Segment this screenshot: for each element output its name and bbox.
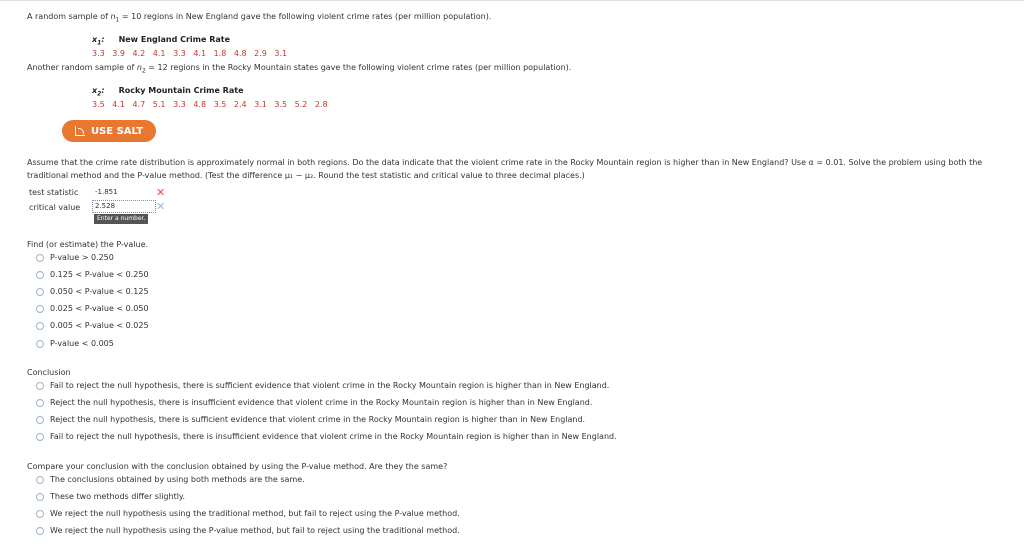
radio-icon[interactable] [36, 399, 44, 407]
pvalue-option-label: 0.005 < P-value < 0.025 [50, 321, 149, 330]
sample1-intro [27, 12, 491, 24]
conclusion-option[interactable] [36, 432, 617, 441]
top-divider [0, 0, 1024, 1]
conclusion-option-label: Fail to reject the null hypothesis, there is sufficient evidence that violent crime in the Rocky Mountain region is higher than in New England. [50, 381, 610, 390]
pvalue-option-label: 0.050 < P-value < 0.125 [50, 287, 149, 296]
x1-header [92, 35, 230, 47]
radio-icon[interactable] [36, 433, 44, 441]
critical-value-input[interactable]: 2.528 [92, 200, 156, 213]
x1-sub: 1 [97, 39, 102, 47]
x1-var: x [92, 35, 98, 44]
sample1-intro-post: = 10 regions in New England gave the following violent crime rates (per million population). [119, 12, 492, 21]
incorrect-icon: ✕ [156, 200, 166, 213]
conclusion-option[interactable] [36, 398, 592, 407]
pvalue-option[interactable] [36, 287, 149, 296]
x2-colon: : [101, 86, 105, 95]
x1-label: New England Crime Rate [118, 35, 231, 44]
test-statistic-label: test statistic [29, 188, 79, 197]
use-salt-button[interactable] [62, 120, 156, 142]
pvalue-option-label: 0.025 < P-value < 0.050 [50, 304, 149, 313]
x2-var: x [92, 86, 98, 95]
radio-icon[interactable] [36, 527, 44, 535]
sample1-intro-pre: A random sample of [27, 12, 111, 21]
conclusion-heading: Conclusion [27, 368, 71, 377]
incorrect-icon: ✕ [156, 186, 166, 199]
sample2-intro-pre: Another random sample of [27, 63, 137, 72]
radio-icon[interactable] [36, 416, 44, 424]
radio-icon[interactable] [36, 288, 44, 296]
x2-values: 3.5 4.1 4.7 5.1 3.3 4.8 3.5 2.4 3.1 3.5 5.2 2.8 [92, 100, 328, 109]
input-tooltip: Enter a number. [94, 214, 148, 224]
radio-icon[interactable] [36, 254, 44, 262]
pvalue-option-label: 0.125 < P-value < 0.250 [50, 270, 149, 279]
assumption-line2: traditional method and the P-value method. (Test the difference μ₁ − μ₂. Round the test statistic and critical value to three decimal places.) [27, 171, 585, 180]
sample2-intro [27, 63, 571, 75]
radio-icon[interactable] [36, 322, 44, 330]
pvalue-option[interactable] [36, 304, 149, 313]
radio-icon[interactable] [36, 340, 44, 348]
pvalue-option[interactable] [36, 321, 149, 330]
compare-option[interactable] [36, 509, 460, 518]
conclusion-option-label: Fail to reject the null hypothesis, there is insufficient evidence that violent crime in the Rocky Mountain region is higher than in New England. [50, 432, 617, 441]
x2-header [92, 86, 244, 98]
x1-values: 3.3 3.9 4.2 4.1 3.3 4.1 1.8 4.8 2.9 3.1 [92, 49, 288, 58]
sample2-intro-post: = 12 regions in the Rocky Mountain states gave the following violent crime rates (per million population). [145, 63, 572, 72]
conclusion-option[interactable] [36, 381, 609, 390]
n1-sub: 1 [115, 16, 120, 24]
n2-var: n [136, 63, 142, 72]
salt-icon [75, 126, 85, 136]
compare-option[interactable] [36, 475, 305, 484]
radio-icon[interactable] [36, 382, 44, 390]
compare-prompt: Compare your conclusion with the conclusion obtained by using the P-value method. Are they the same? [27, 462, 448, 471]
pvalue-option[interactable] [36, 339, 114, 348]
x2-label: Rocky Mountain Crime Rate [118, 86, 244, 95]
radio-icon[interactable] [36, 305, 44, 313]
n2-sub: 2 [141, 67, 146, 75]
compare-option-label: These two methods differ slightly. [50, 492, 186, 501]
pvalue-prompt: Find (or estimate) the P-value. [27, 240, 149, 249]
radio-icon[interactable] [36, 510, 44, 518]
critical-value-label: critical value [29, 203, 81, 212]
radio-icon[interactable] [36, 271, 44, 279]
pvalue-option[interactable] [36, 270, 149, 279]
pvalue-option-label: P-value < 0.005 [50, 339, 114, 348]
radio-icon[interactable] [36, 476, 44, 484]
assumption-line1: Assume that the crime rate distribution is approximately normal in both regions. Do the data indicate that the violent crime rate in the Rocky Mountain region is higher than in New England? Use α = 0.01. Solve the problem using both the [27, 158, 983, 167]
compare-option-label: We reject the null hypothesis using the P-value method, but fail to reject using the traditional method. [50, 526, 460, 535]
compare-option[interactable] [36, 492, 185, 501]
pvalue-option[interactable] [36, 253, 114, 262]
conclusion-option-label: Reject the null hypothesis, there is insufficient evidence that violent crime in the Rocky Mountain region is higher than in New England. [50, 398, 593, 407]
use-salt-label: USE SALT [90, 125, 144, 137]
test-statistic-input[interactable]: -1.851 [92, 186, 156, 199]
x2-sub: 2 [97, 90, 102, 98]
conclusion-option[interactable] [36, 415, 585, 424]
n1-var: n [110, 12, 116, 21]
radio-icon[interactable] [36, 493, 44, 501]
compare-option[interactable] [36, 526, 460, 535]
compare-option-label: We reject the null hypothesis using the traditional method, but fail to reject using the P-value method. [50, 509, 460, 518]
conclusion-option-label: Reject the null hypothesis, there is sufficient evidence that violent crime in the Rocky Mountain region is higher than in New England. [50, 415, 586, 424]
x1-colon: : [101, 35, 105, 44]
pvalue-option-label: P-value > 0.250 [50, 253, 114, 262]
compare-option-label: The conclusions obtained by using both methods are the same. [50, 475, 305, 484]
